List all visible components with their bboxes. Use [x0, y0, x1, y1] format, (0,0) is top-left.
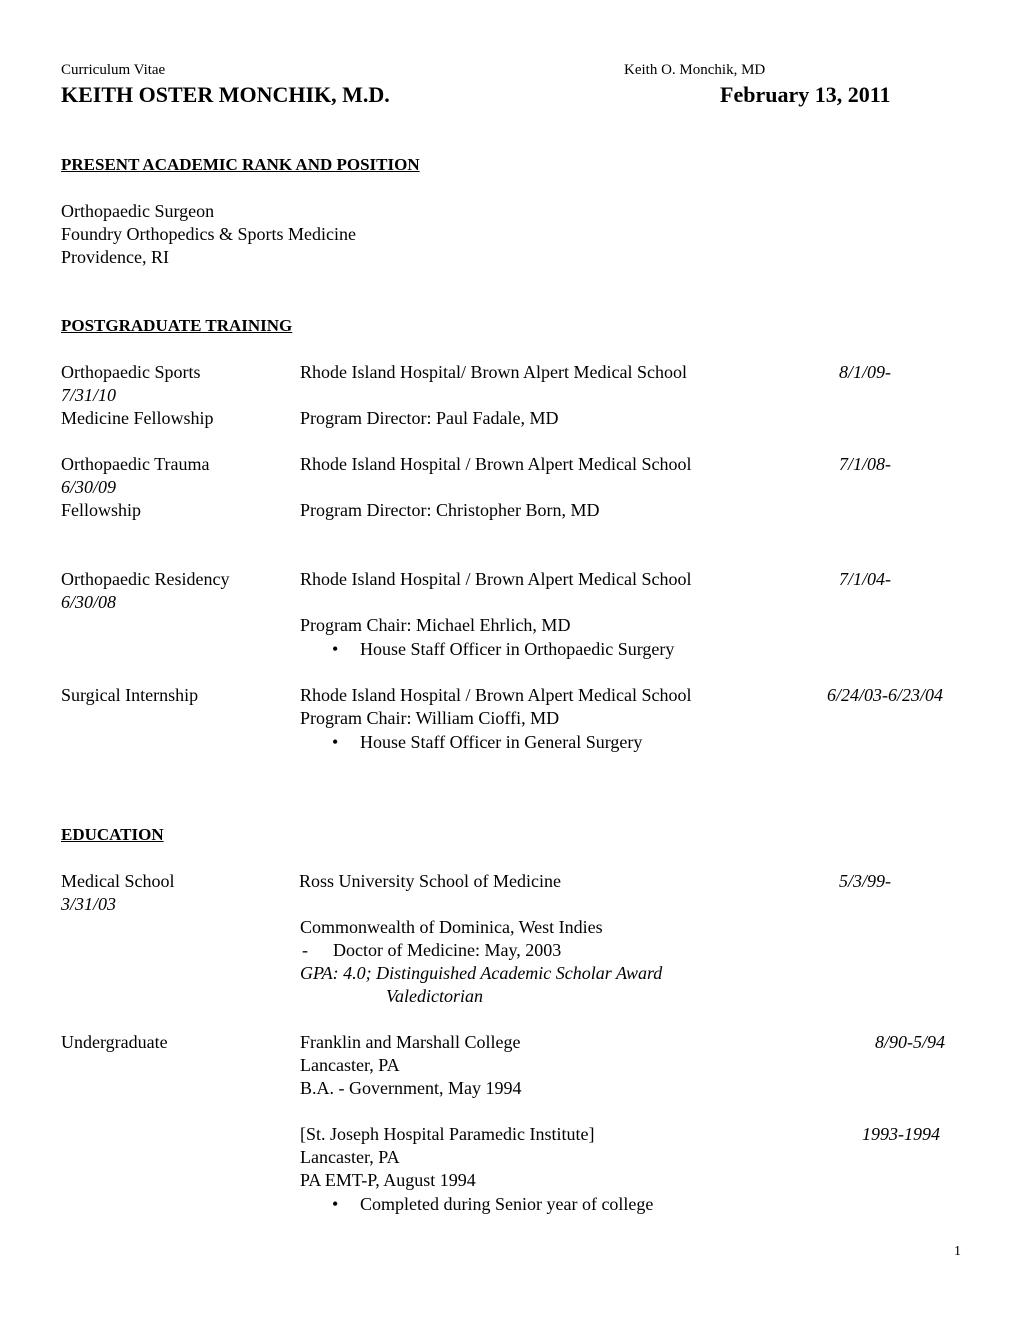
training-chair: Program Chair: Michael Ehrlich, MD: [300, 615, 571, 635]
education-dates-end: 3/31/03: [61, 894, 117, 914]
education-gpa: GPA: 4.0; Distinguished Academic Scholar Award: [300, 963, 663, 983]
education-location: Lancaster, PA: [300, 1147, 400, 1167]
training-institution: Rhode Island Hospital / Brown Alpert Medical School: [300, 569, 692, 589]
training-title: Medicine Fellowship: [61, 408, 214, 428]
training-director: Program Director: Paul Fadale, MD: [300, 408, 559, 428]
training-title: Orthopaedic Sports: [61, 362, 201, 382]
position-line: Orthopaedic Surgeon: [61, 201, 215, 221]
position-line: Foundry Orthopedics & Sports Medicine: [61, 224, 356, 244]
list-item: [332, 1194, 653, 1215]
education-location: Lancaster, PA: [300, 1055, 400, 1075]
cv-name: KEITH OSTER MONCHIK, M.D.: [61, 82, 390, 107]
list-item-text: House Staff Officer in General Surgery: [360, 732, 643, 752]
training-title: Orthopaedic Trauma: [61, 454, 210, 474]
education-honor: Valedictorian: [386, 986, 483, 1006]
section-heading-present-position: PRESENT ACADEMIC RANK AND POSITION: [61, 155, 420, 174]
education-degree: PA EMT-P, August 1994: [300, 1170, 476, 1190]
training-title: Fellowship: [61, 500, 142, 520]
education-dates: 1993-1994: [862, 1124, 940, 1144]
education-title: Undergraduate: [61, 1032, 168, 1052]
bullet-icon: •: [332, 1194, 339, 1214]
education-institution: Ross University School of Medicine: [299, 871, 561, 891]
degree-text: Doctor of Medicine: May, 2003: [333, 940, 562, 960]
header-right-label: Keith O. Monchik, MD: [624, 62, 766, 78]
education-dates: 5/3/99-: [839, 871, 891, 891]
training-dates-end: 7/31/10: [61, 385, 117, 405]
training-title: Surgical Internship: [61, 685, 199, 705]
education-institution: [St. Joseph Hospital Paramedic Institute]: [300, 1124, 595, 1144]
dash-marker: -: [302, 940, 308, 960]
education-title: Medical School: [61, 871, 175, 891]
training-institution: Rhode Island Hospital / Brown Alpert Medical School: [300, 454, 692, 474]
page-number: 1: [954, 1244, 961, 1259]
list-item-text: Completed during Senior year of college: [360, 1194, 654, 1214]
training-director: Program Director: Christopher Born, MD: [300, 500, 600, 520]
bullet-icon: •: [332, 732, 339, 752]
training-dates: 7/1/04-: [839, 569, 891, 589]
training-institution: Rhode Island Hospital / Brown Alpert Medical School: [300, 685, 692, 705]
education-degree: B.A. - Government, May 1994: [300, 1078, 522, 1098]
training-dates: 8/1/09-: [839, 362, 891, 382]
cv-date: February 13, 2011: [720, 82, 891, 107]
list-item-text: House Staff Officer in Orthopaedic Surgery: [360, 639, 675, 659]
training-dates-end: 6/30/09: [61, 477, 117, 497]
bullet-icon: •: [332, 639, 339, 659]
list-item: [332, 639, 674, 660]
training-dates-end: 6/30/08: [61, 592, 117, 612]
training-dates: 7/1/08-: [839, 454, 891, 474]
education-degree: [300, 940, 561, 961]
training-dates: 6/24/03-6/23/04: [827, 685, 943, 705]
section-heading-education: EDUCATION: [61, 825, 164, 844]
education-location: Commonwealth of Dominica, West Indies: [300, 917, 603, 937]
education-dates: 8/90-5/94: [875, 1032, 945, 1052]
education-institution: Franklin and Marshall College: [300, 1032, 521, 1052]
section-heading-postgraduate: POSTGRADUATE TRAINING: [61, 316, 293, 335]
position-line: Providence, RI: [61, 247, 169, 267]
training-title: Orthopaedic Residency: [61, 569, 230, 589]
header-left-label: Curriculum Vitae: [61, 62, 166, 78]
training-institution: Rhode Island Hospital/ Brown Alpert Medical School: [300, 362, 687, 382]
training-chair: Program Chair: William Cioffi, MD: [300, 708, 560, 728]
list-item: [332, 732, 642, 753]
